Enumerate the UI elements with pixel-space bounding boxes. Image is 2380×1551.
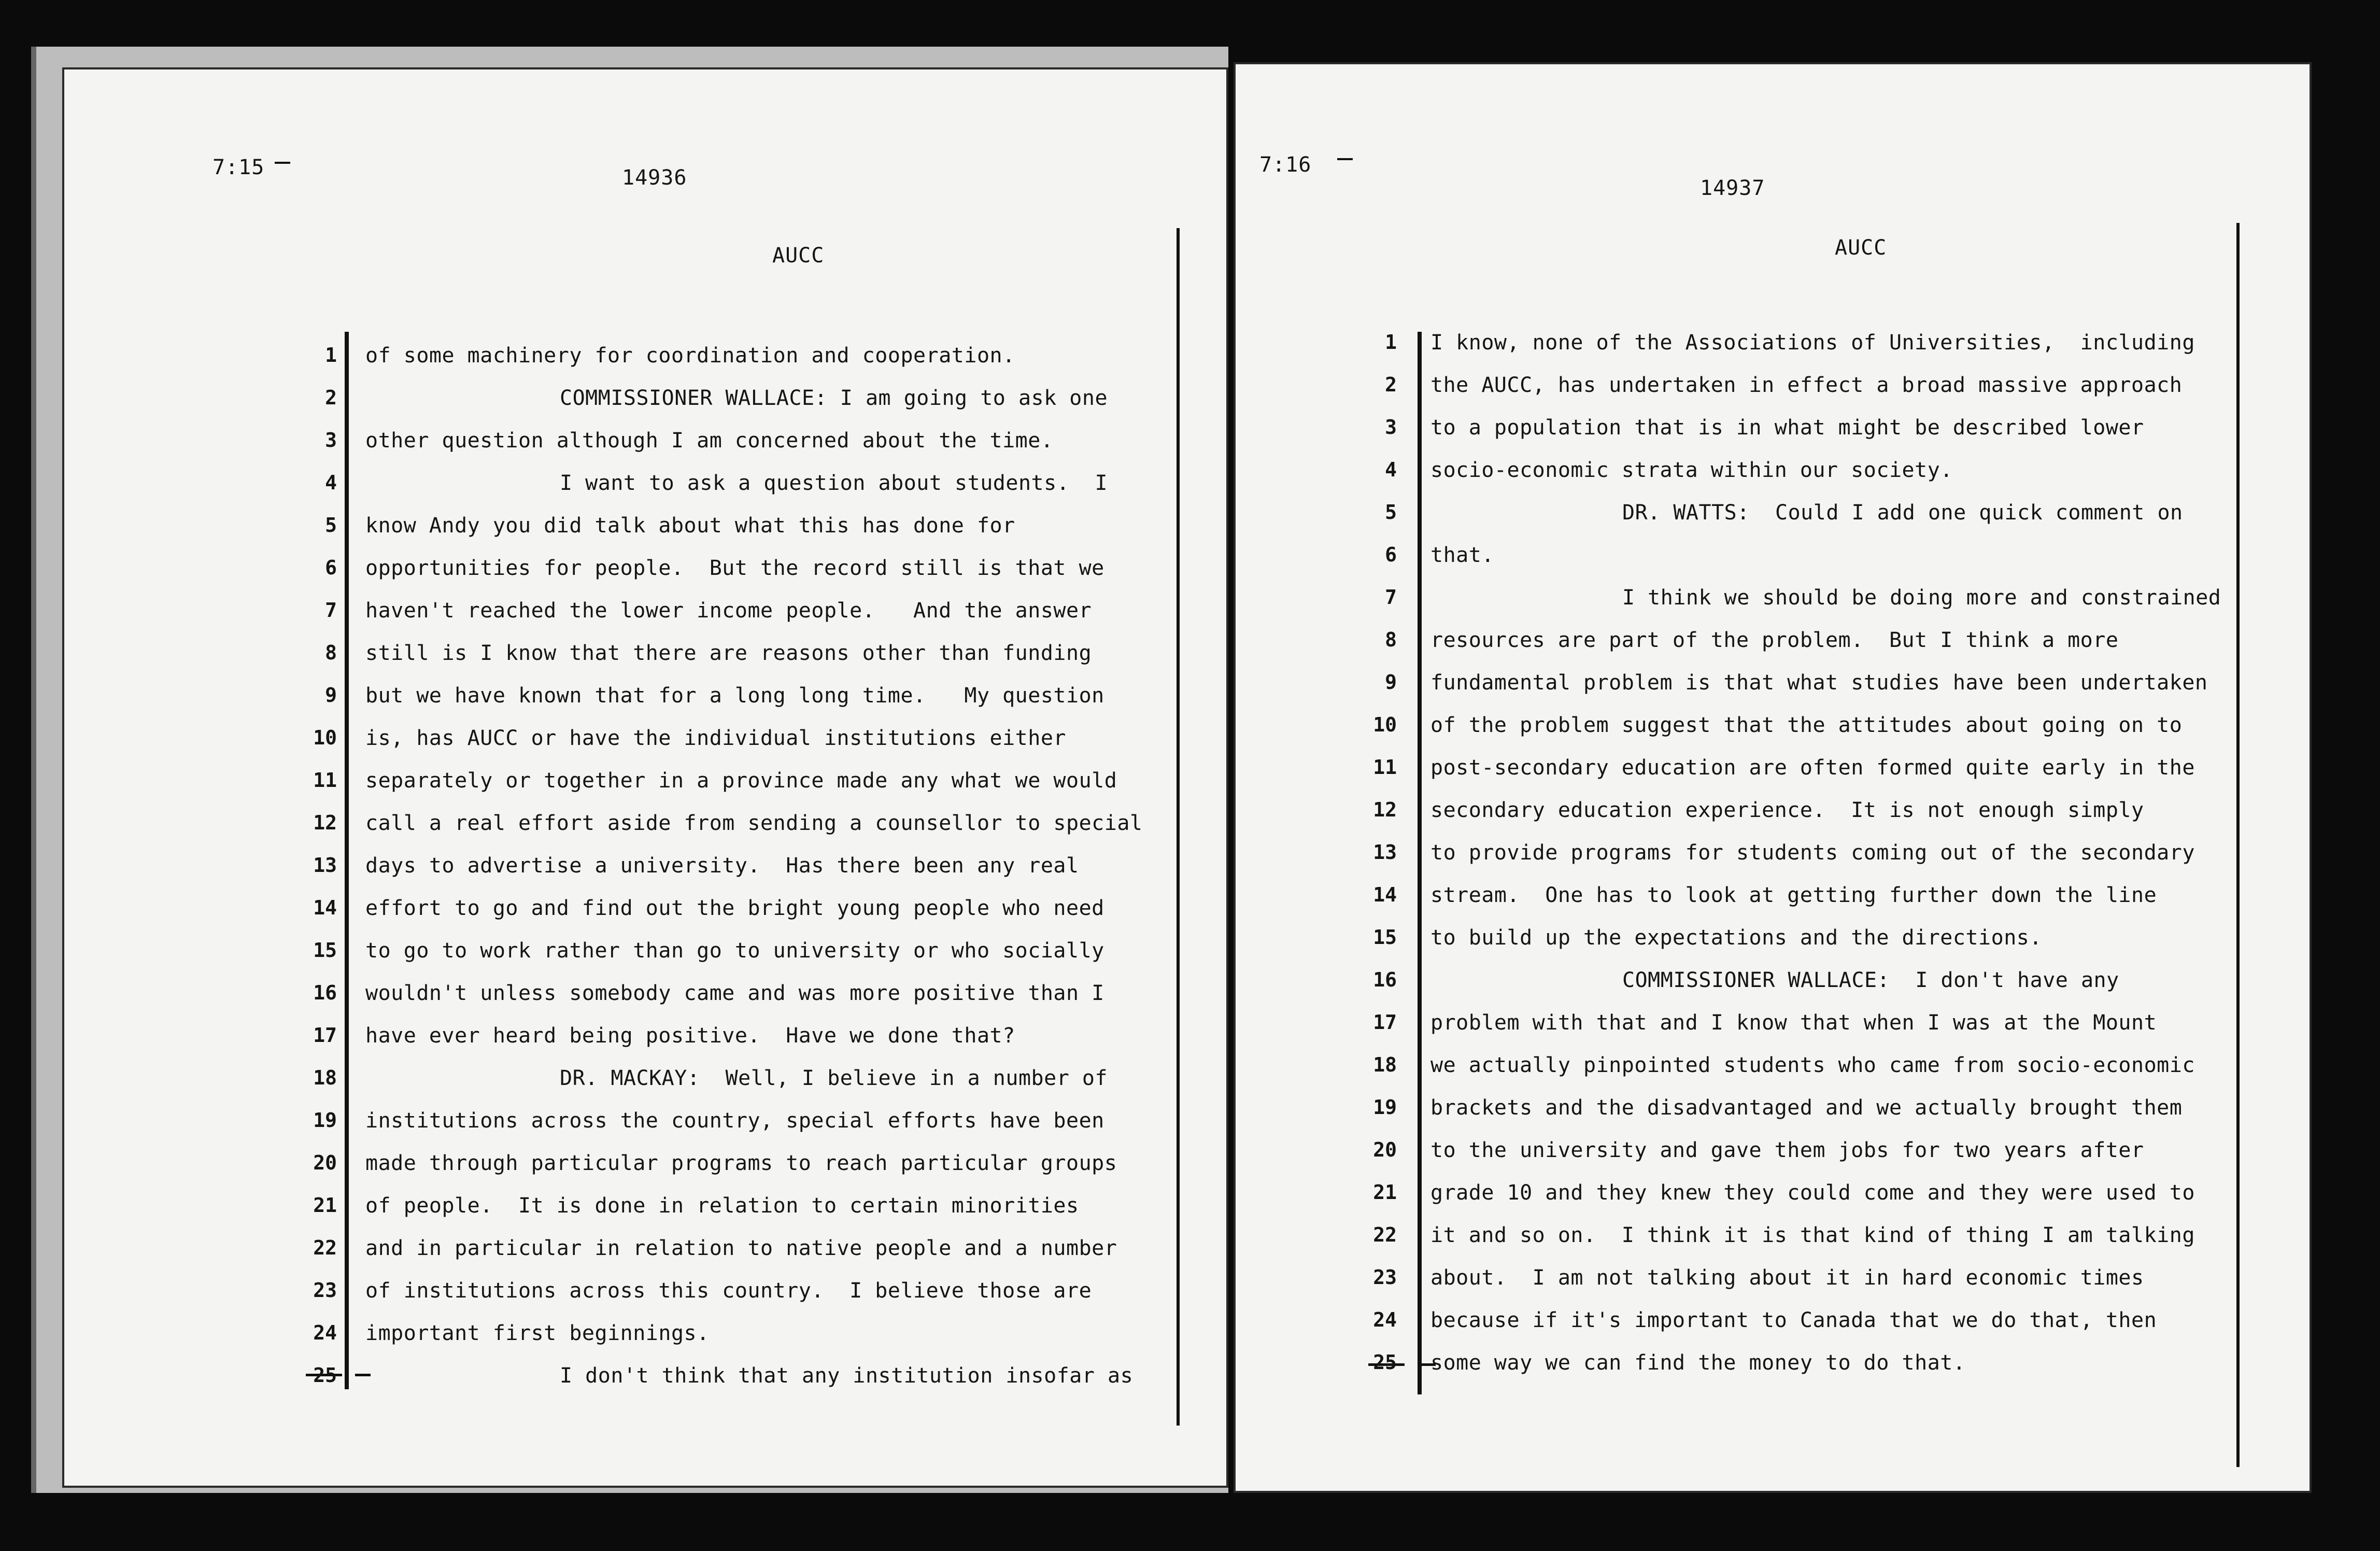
line-text: and in particular in relation to native people and a number <box>365 1236 1117 1260</box>
line-number: 5 <box>1385 501 1397 524</box>
line-number: 11 <box>313 769 337 792</box>
line-number: 19 <box>1373 1096 1397 1119</box>
line-text: know Andy you did talk about what this has done for <box>365 514 1015 538</box>
line-number: 21 <box>313 1194 337 1217</box>
line-text: some way we can find the money to do that. <box>1430 1351 1966 1375</box>
line-number: 7 <box>325 599 337 622</box>
left-right-margin-rule <box>1177 228 1180 1426</box>
line-text: it and so on. I think it is that kind of thing I am talking <box>1430 1223 2195 1247</box>
line-text: wouldn't unless somebody came and was more positive than I <box>365 981 1104 1005</box>
right-right-margin-rule <box>2236 223 2240 1467</box>
line-text: other question although I am concerned about the time. <box>365 429 1054 453</box>
line-number: 25 <box>1373 1351 1397 1374</box>
line-number: 3 <box>1385 416 1397 439</box>
line-text: socio-economic strata within our society. <box>1430 458 1953 482</box>
line-text: separately or together in a province made any what we would <box>365 769 1117 793</box>
line-number: 14 <box>313 896 337 919</box>
line-text: post-secondary education are often formed quite early in the <box>1430 756 2195 780</box>
line-number: 5 <box>325 514 337 537</box>
line-text: institutions across the country, special efforts have been <box>365 1109 1104 1133</box>
line-text: effort to go and find out the bright young people who need <box>365 896 1104 920</box>
line-text: is, has AUCC or have the individual institutions either <box>365 726 1067 750</box>
line-number: 15 <box>313 939 337 962</box>
line-number: 25 <box>313 1364 337 1387</box>
line-number: 1 <box>1385 331 1397 354</box>
line-number: 20 <box>313 1151 337 1174</box>
line-number: 2 <box>1385 373 1397 396</box>
line-text: call a real effort aside from sending a counsellor to special <box>365 811 1143 835</box>
right-section-header: AUCC <box>1835 236 1887 260</box>
line-number: 18 <box>1373 1053 1397 1076</box>
line-text: but we have known that for a long long time. My question <box>365 684 1104 708</box>
line-number: 20 <box>1373 1138 1397 1161</box>
line-text: because if it's important to Canada that we do that, then <box>1430 1308 2157 1332</box>
line-number: 22 <box>1373 1223 1397 1246</box>
line-number: 21 <box>1373 1181 1397 1204</box>
line-number: 13 <box>1373 841 1397 864</box>
right-timestamp: 7:16 <box>1259 153 1312 177</box>
line-text: to provide programs for students coming out of the secondary <box>1430 841 2195 865</box>
line-text: to a population that is in what might be described lower <box>1430 416 2144 440</box>
line-text: COMMISSIONER WALLACE: I am going to ask one <box>560 386 1108 410</box>
right-timestamp-dash <box>1337 158 1353 160</box>
line-number: 10 <box>313 726 337 749</box>
line-text: about. I am not talking about it in hard economic times <box>1430 1266 2144 1290</box>
line-text: opportunities for people. But the record still is that we <box>365 556 1104 580</box>
line-text: of some machinery for coordination and cooperation. <box>365 344 1015 368</box>
line-text: DR. WATTS: Could I add one quick comment on <box>1622 501 2183 525</box>
line-number: 9 <box>1385 671 1397 694</box>
left-page-number: 14936 <box>622 166 687 190</box>
line-number: 19 <box>313 1109 337 1132</box>
line-number: 15 <box>1373 926 1397 949</box>
line-text: problem with that and I know that when I was at the Mount <box>1430 1011 2157 1035</box>
line-number: 10 <box>1373 713 1397 736</box>
line-number: 14 <box>1373 883 1397 906</box>
line-text: days to advertise a university. Has there been any real <box>365 854 1079 878</box>
line-text: have ever heard being positive. Have we done that? <box>365 1024 1015 1048</box>
line-text: I think we should be doing more and constrained <box>1622 586 2221 610</box>
line-number: 1 <box>325 344 337 366</box>
line-text: of people. It is done in relation to certain minorities <box>365 1194 1079 1218</box>
line-number: 18 <box>313 1066 337 1089</box>
line-number: 4 <box>1385 458 1397 481</box>
line-number: 4 <box>325 471 337 494</box>
line-text: to build up the expectations and the directions. <box>1430 926 2042 950</box>
line-text: stream. One has to look at getting further down the line <box>1430 883 2157 907</box>
line-text: the AUCC, has undertaken in effect a broad massive approach <box>1430 373 2183 397</box>
line-number: 22 <box>313 1236 337 1259</box>
line-number: 2 <box>325 386 337 409</box>
line-text: made through particular programs to reach particular groups <box>365 1151 1117 1175</box>
line-number: 7 <box>1385 586 1397 609</box>
left-line25-dash-right <box>355 1374 371 1376</box>
line-number: 8 <box>325 641 337 664</box>
line-number: 16 <box>313 981 337 1004</box>
line-text: I want to ask a question about students. I <box>560 471 1108 495</box>
right-transcript-page <box>1234 62 2312 1493</box>
right-margin-rule <box>1418 332 1422 1394</box>
line-number: 13 <box>313 854 337 877</box>
line-number: 9 <box>325 684 337 707</box>
line-number: 23 <box>1373 1266 1397 1289</box>
line-text: that. <box>1430 543 1494 567</box>
line-number: 17 <box>313 1024 337 1047</box>
line-number: 6 <box>325 556 337 579</box>
line-text: COMMISSIONER WALLACE: I don't have any <box>1622 968 2119 992</box>
line-text: I know, none of the Associations of Universities, including <box>1430 331 2195 355</box>
line-text: we actually pinpointed students who came from socio-economic <box>1430 1053 2195 1077</box>
line-number: 17 <box>1373 1011 1397 1034</box>
line-text: to go to work rather than go to university or who socially <box>365 939 1104 963</box>
line-number: 12 <box>313 811 337 834</box>
line-number: 16 <box>1373 968 1397 991</box>
line-text: DR. MACKAY: Well, I believe in a number of <box>560 1066 1108 1090</box>
line-number: 11 <box>1373 756 1397 779</box>
left-section-header: AUCC <box>772 244 825 267</box>
line-text: grade 10 and they knew they could come and they were used to <box>1430 1181 2195 1205</box>
line-number: 23 <box>313 1279 337 1302</box>
line-text: still is I know that there are reasons other than funding <box>365 641 1092 665</box>
line-text: secondary education experience. It is not enough simply <box>1430 798 2144 822</box>
line-text: fundamental problem is that what studies have been undertaken <box>1430 671 2208 695</box>
line-number: 8 <box>1385 628 1397 651</box>
line-text: of institutions across this country. I believe those are <box>365 1279 1092 1303</box>
left-transcript-page <box>62 67 1228 1488</box>
line-text: brackets and the disadvantaged and we actually brought them <box>1430 1096 2183 1120</box>
line-text: of the problem suggest that the attitudes about going on to <box>1430 713 2183 737</box>
line-number: 3 <box>325 429 337 452</box>
line-text: I don't think that any institution insofar as <box>560 1364 1134 1388</box>
right-page-number: 14937 <box>1700 176 1765 200</box>
line-number: 24 <box>1373 1308 1397 1331</box>
line-text: important first beginnings. <box>365 1321 710 1345</box>
line-number: 6 <box>1385 543 1397 566</box>
line-number: 24 <box>313 1321 337 1344</box>
line-text: to the university and gave them jobs for two years after <box>1430 1138 2144 1162</box>
line-text: haven't reached the lower income people. And the answer <box>365 599 1092 623</box>
line-text: resources are part of the problem. But I think a more <box>1430 628 2119 652</box>
left-timestamp-dash <box>275 162 290 164</box>
left-margin-rule <box>345 332 349 1389</box>
line-number: 12 <box>1373 798 1397 821</box>
left-timestamp: 7:15 <box>212 156 265 179</box>
